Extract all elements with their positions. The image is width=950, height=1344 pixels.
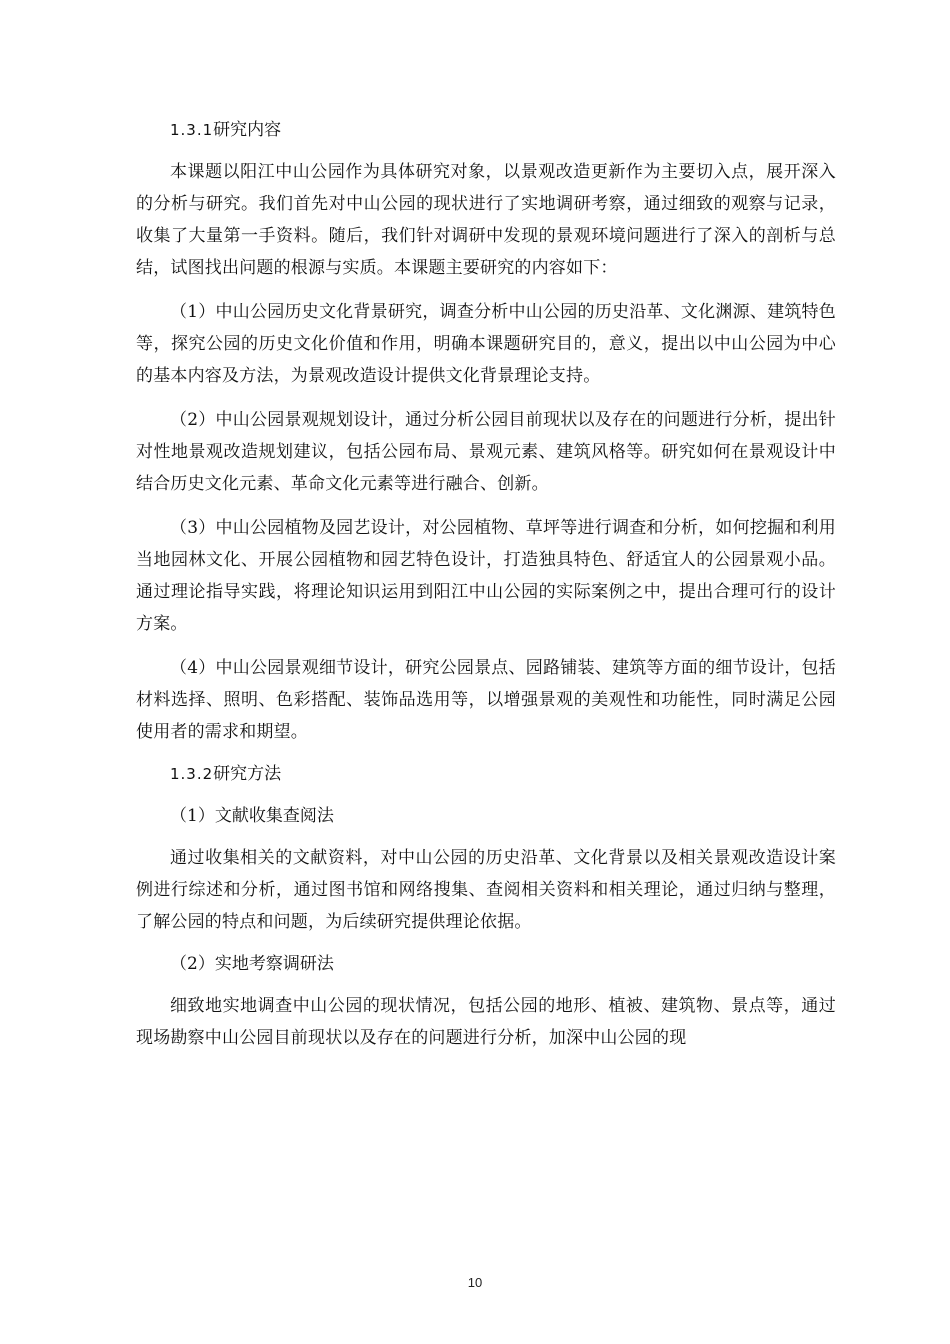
method-2-text: 细致地实地调查中山公园的现状情况，包括公园的地形、植被、建筑物、景点等，通过现场勘察中山公园目前现状以及存在的问题进行分析，加深中山公园的现 bbox=[136, 996, 836, 1048]
content-item-2: （2）中山公园景观规划设计，通过分析公园目前现状以及存在的问题进行分析，提出针对性地景观改造规划建议，包括公园布局、景观元素、建筑风格等。研究如何在景观设计中结合历史文化元素、革命文化元素等进行融合、创新。 bbox=[136, 410, 836, 494]
section-title: 研究内容 bbox=[213, 120, 282, 140]
method-2-title: （2）实地考察调研法 bbox=[170, 954, 334, 974]
content-item-1: （1）中山公园历史文化背景研究，调查分析中山公园的历史沿革、文化渊源、建筑特色等，探究公园的历史文化价值和作用，明确本课题研究目的，意义，提出以中山公园为中心的基本内容及方法，为景观改造设计提供文化背景理论支持。 bbox=[136, 302, 836, 386]
intro-paragraph: 本课题以阳江中山公园作为具体研究对象，以景观改造更新作为主要切入点，展开深入的分析与研究。我们首先对中山公园的现状进行了实地调研考察，通过细致的观察与记录，收集了大量第一手资料。随后，我们针对调研中发现的景观环境问题进行了深入的剖析与总结，试图找出问题的根源与实质。本课题主要研究的内容如下： bbox=[136, 162, 836, 278]
section-number: 1.3.2 bbox=[170, 765, 214, 783]
section-number: 1.3.1 bbox=[170, 121, 214, 139]
content-item-3: （3）中山公园植物及园艺设计，对公园植物、草坪等进行调查和分析，如何挖掘和利用当地园林文化、开展公园植物和园艺特色设计，打造独具特色、舒适宜人的公园景观小品。通过理论指导实践，将理论知识运用到阳江中山公园的实际案例之中，提出合理可行的设计方案。 bbox=[136, 518, 836, 634]
method-1-title: （1）文献收集查阅法 bbox=[170, 806, 334, 826]
page-number: 10 bbox=[467, 1275, 483, 1290]
section-heading-1-3-1 bbox=[136, 114, 836, 146]
page-content bbox=[136, 114, 836, 1054]
section-title: 研究方法 bbox=[213, 764, 282, 784]
section-heading-1-3-2 bbox=[136, 758, 836, 790]
content-item-4: （4）中山公园景观细节设计，研究公园景点、园路铺装、建筑等方面的细节设计，包括材料选择、照明、色彩搭配、装饰品选用等，以增强景观的美观性和功能性，同时满足公园使用者的需求和期望。 bbox=[136, 658, 836, 742]
method-1-text: 通过收集相关的文献资料，对中山公园的历史沿革、文化背景以及相关景观改造设计案例进行综述和分析，通过图书馆和网络搜集、查阅相关资料和相关理论，通过归纳与整理，了解公园的特点和问题，为后续研究提供理论依据。 bbox=[136, 848, 836, 932]
